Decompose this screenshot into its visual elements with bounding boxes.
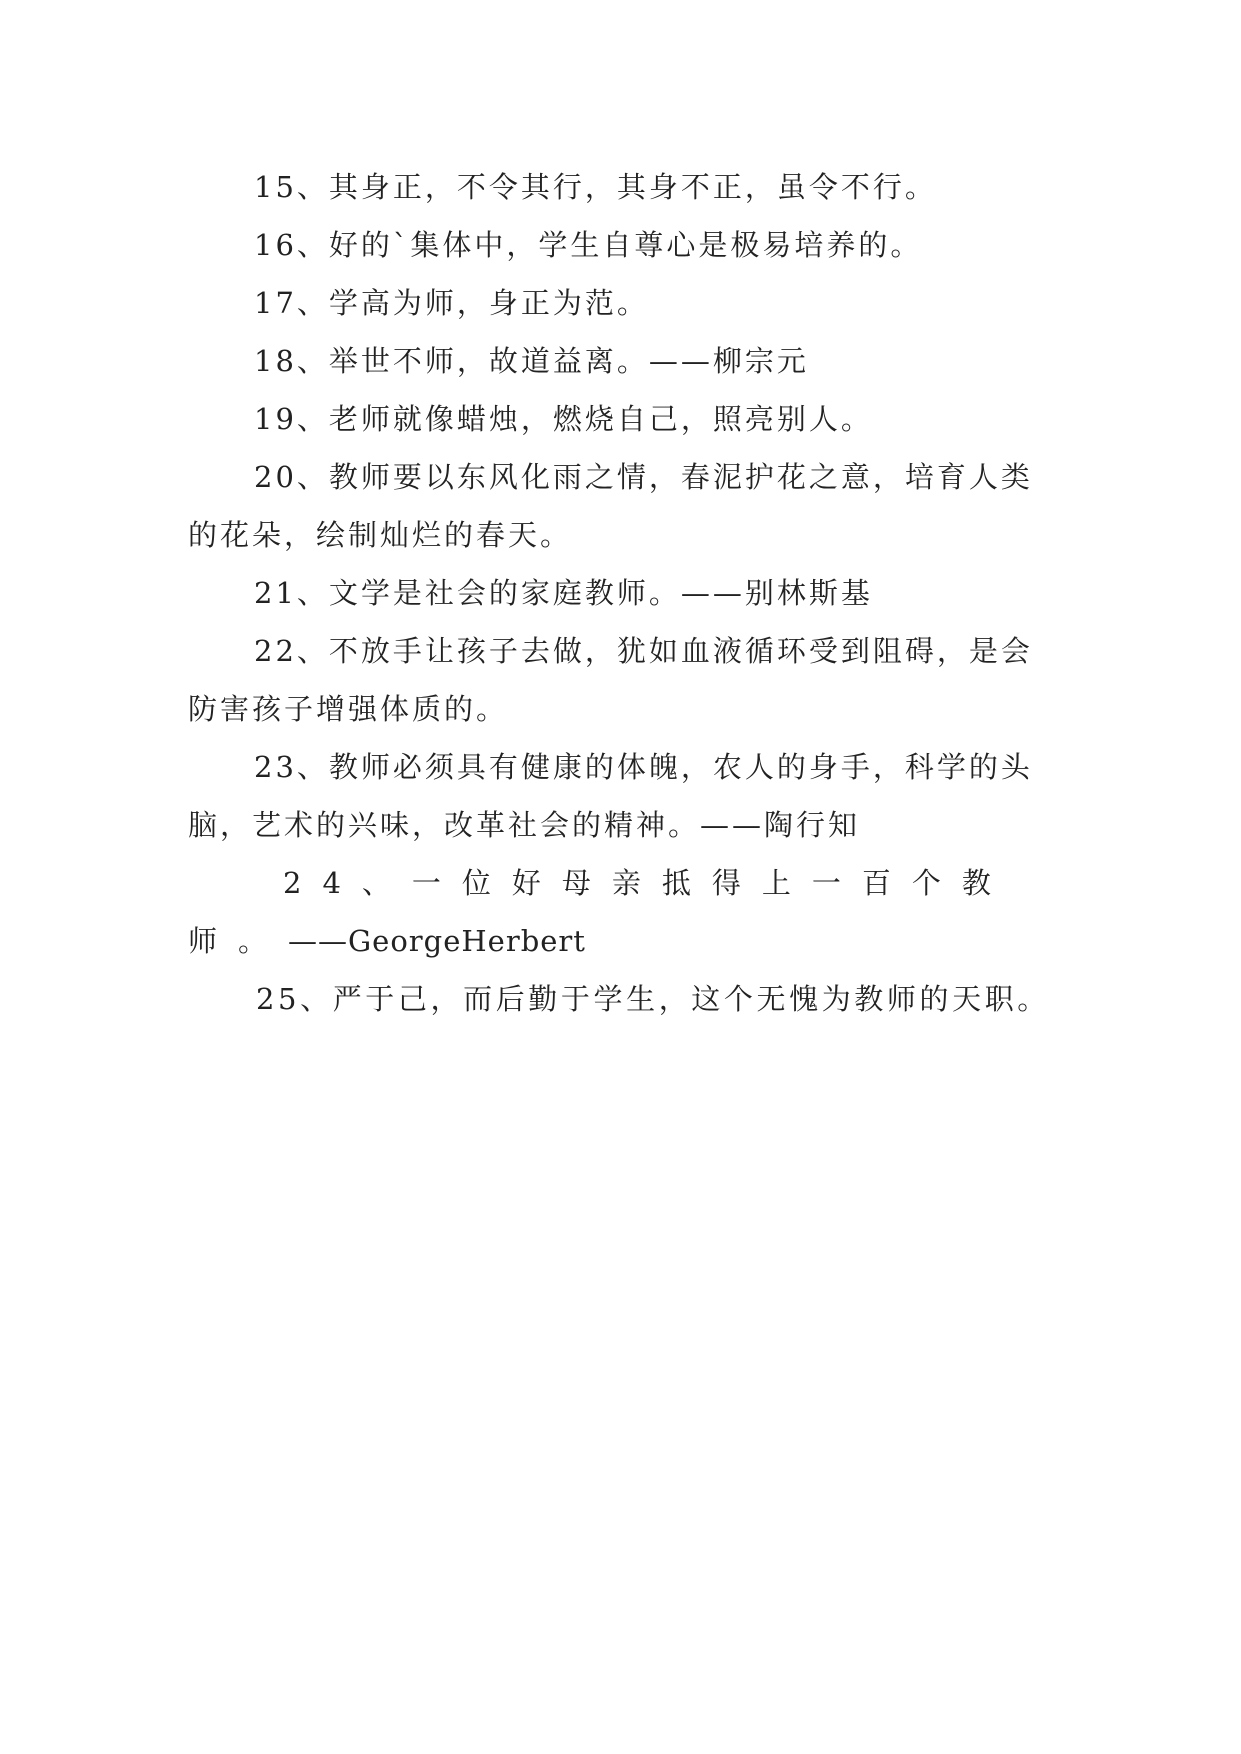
- paragraph-16: 16、好的`集体中，学生自尊心是极易培养的。: [254, 228, 923, 262]
- paragraph-15: 15、其身正，不令其行，其身不正，虽令不行。: [254, 170, 937, 204]
- paragraph-24: [188, 854, 1058, 970]
- paragraph-24-author: ——GeorgeHerbert: [288, 924, 586, 958]
- paragraph-25: 25、严于己，而后勤于学生，这个无愧为教师的天职。: [256, 982, 1050, 1016]
- document-body: [188, 158, 1058, 1028]
- paragraph-19: 19、老师就像蜡烛，燃烧自己，照亮别人。: [254, 402, 873, 436]
- paragraph-21: 21、文学是社会的家庭教师。——别林斯基: [254, 576, 873, 610]
- paragraph-22: 22、不放手让孩子去做，犹如血液循环受到阻碍，是会防害孩子增强体质的。: [188, 634, 1033, 726]
- paragraph-20: 20、教师要以东风化雨之情，春泥护花之意，培育人类的花朵，绘制灿烂的春天。: [188, 460, 1033, 552]
- paragraph-24-text: 24、一位好母亲抵得上一百个教师。: [188, 866, 1012, 958]
- paragraph-18: 18、举世不师，故道益离。——柳宗元: [254, 344, 809, 378]
- paragraph-17: 17、学高为师，身正为范。: [254, 286, 649, 320]
- paragraph-23: 23、教师必须具有健康的体魄，农人的身手，科学的头脑，艺术的兴味，改革社会的精神。——陶行知: [188, 750, 1033, 842]
